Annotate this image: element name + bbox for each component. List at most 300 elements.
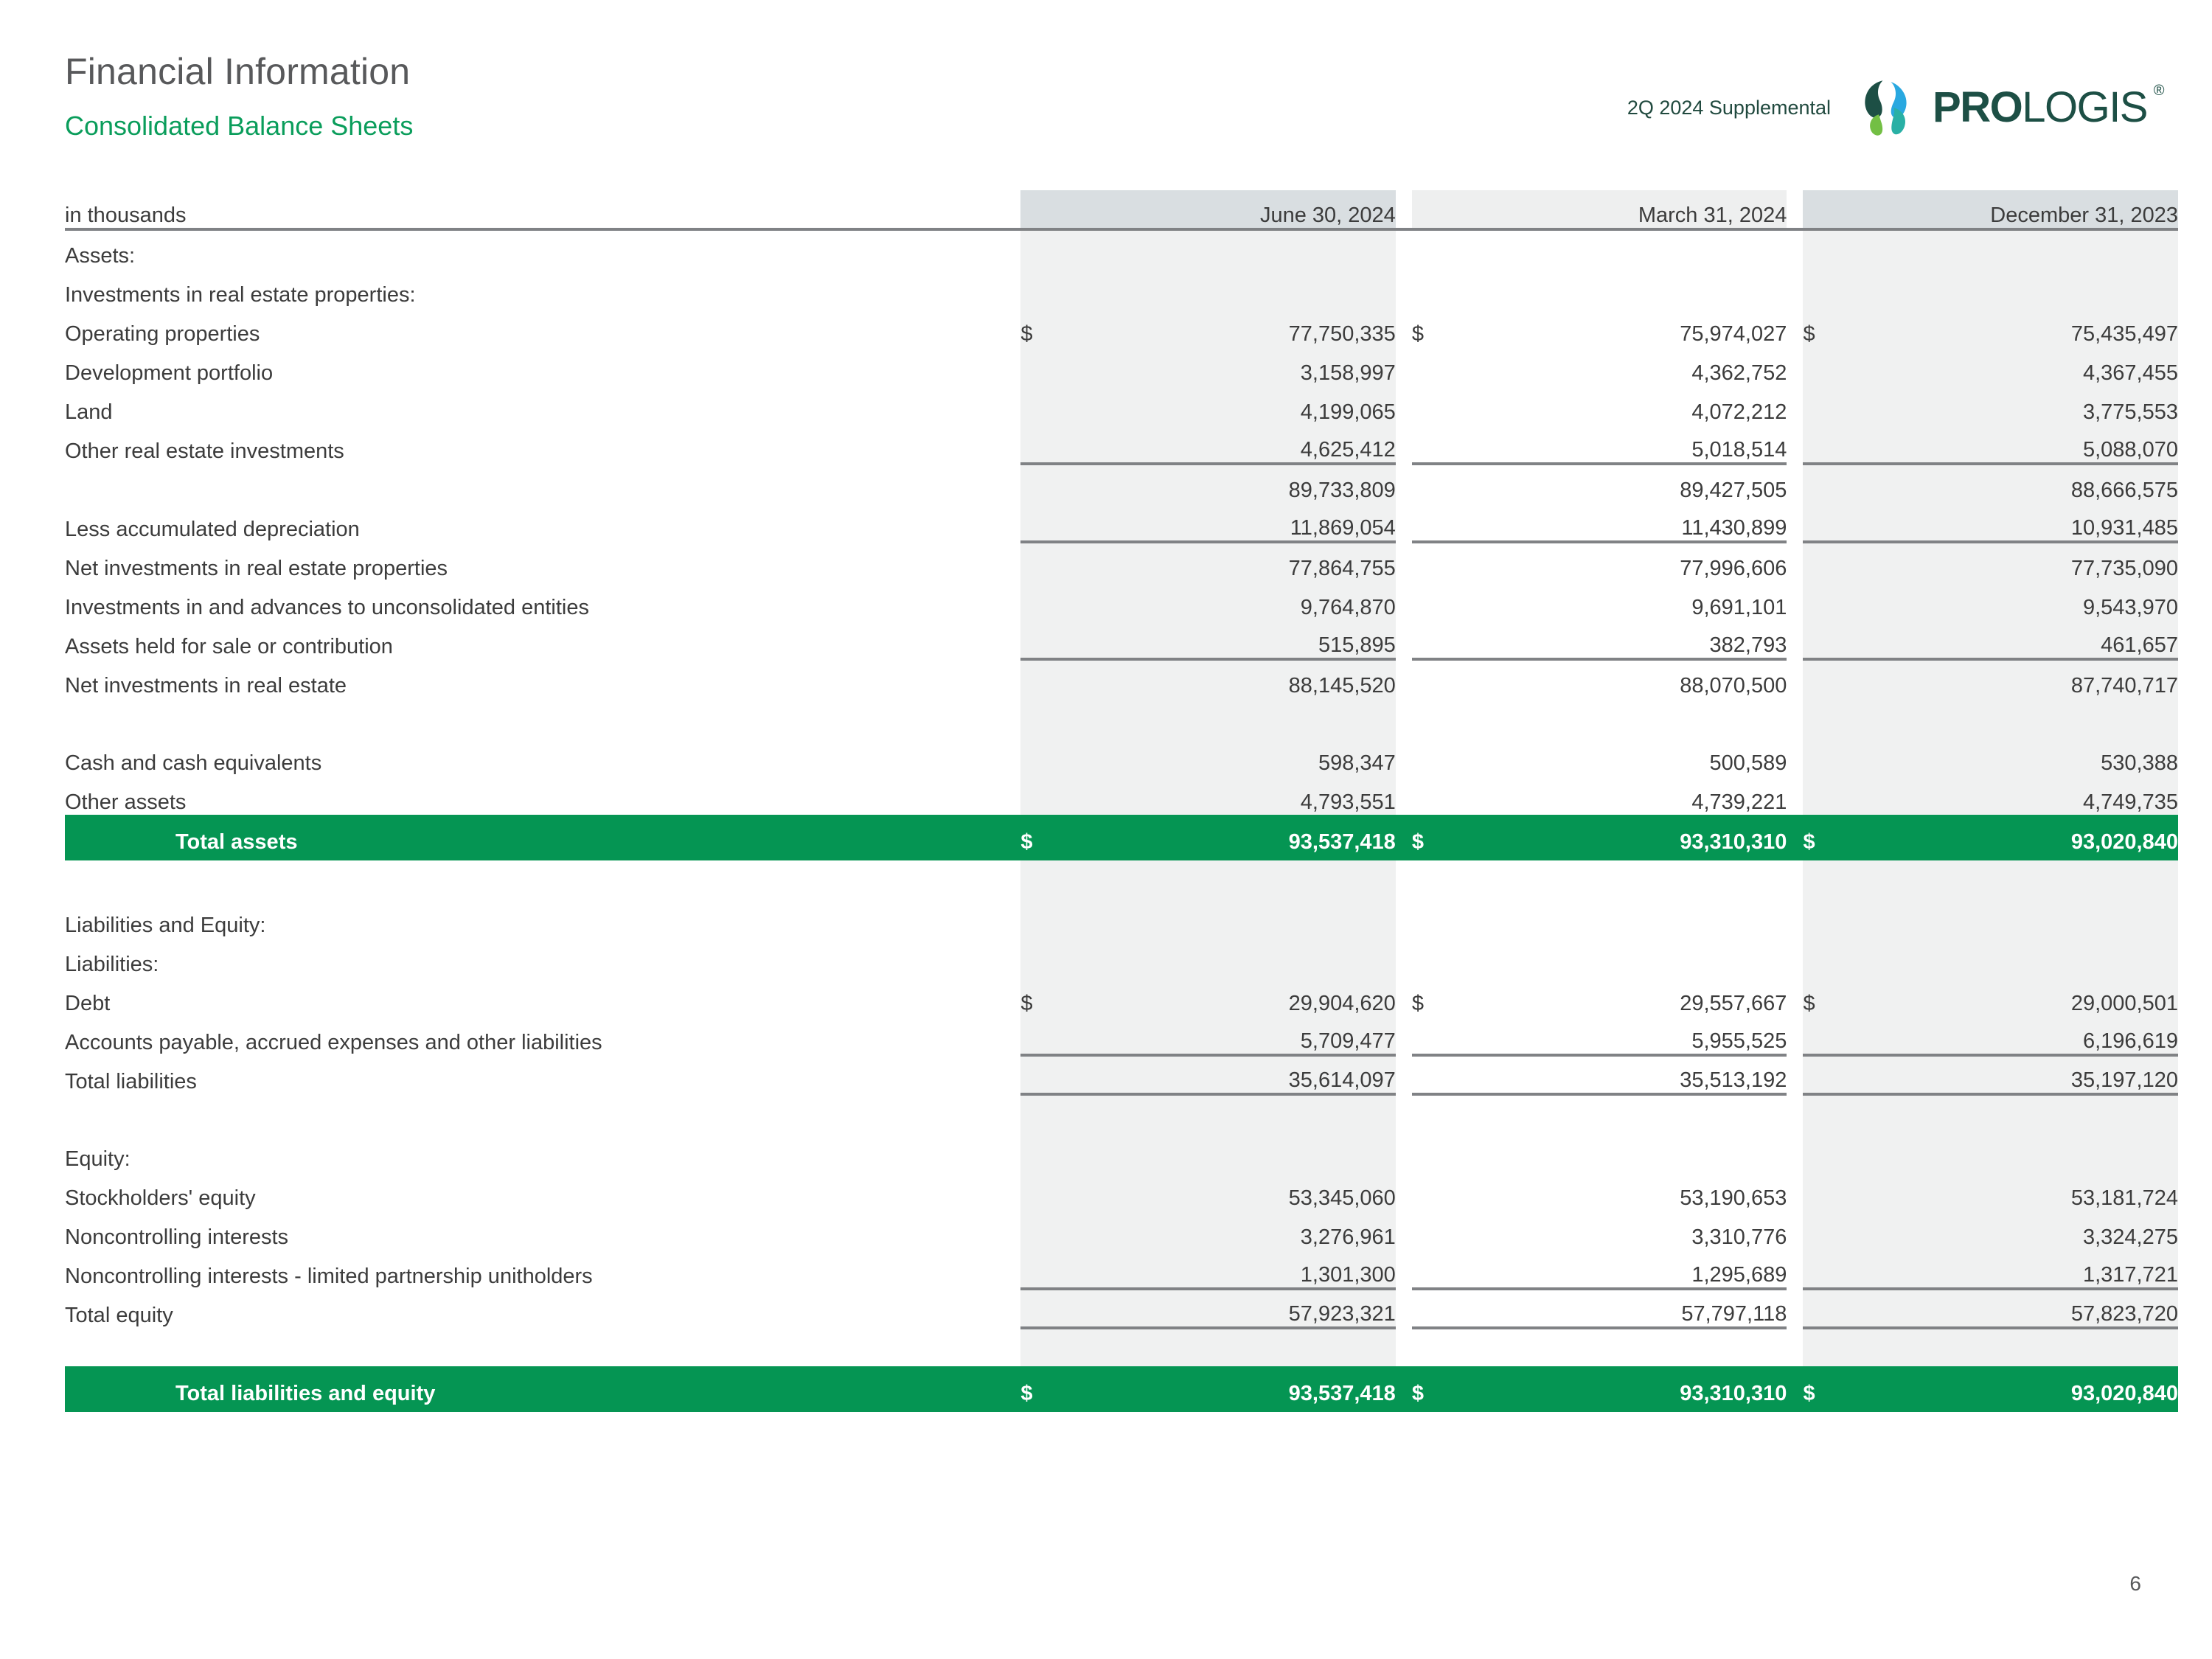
currency-symbol-cell [1803, 659, 1866, 698]
value-cell [1867, 938, 2178, 977]
table-row [65, 620, 2178, 659]
value-cell [1867, 1133, 2178, 1172]
column-gap [1396, 1289, 1412, 1328]
spacer-value-cell [1085, 1094, 1396, 1133]
column-gap [1787, 815, 1803, 860]
value-cell: 11,869,054 [1085, 503, 1396, 542]
table-row [65, 1289, 2178, 1328]
table-row [65, 1172, 2178, 1211]
currency-symbol-cell [1020, 1172, 1084, 1211]
currency-symbol-cell: $ [1412, 815, 1475, 860]
column-gap [1396, 1172, 1412, 1211]
column-gap [1396, 899, 1412, 938]
column-gap [1787, 542, 1803, 581]
column-gap [1396, 542, 1412, 581]
units-label: in thousands [65, 190, 1020, 229]
column-gap [1787, 1250, 1803, 1289]
value-cell: 1,295,689 [1475, 1250, 1787, 1289]
column-gap [1787, 464, 1803, 503]
value-cell: 53,345,060 [1085, 1172, 1396, 1211]
prologis-logo [1853, 74, 2163, 142]
column-gap [1787, 503, 1803, 542]
header-spacer-c2 [1412, 190, 1475, 229]
row-label: Total liabilities and equity [65, 1366, 1020, 1412]
column-gap [1787, 1211, 1803, 1250]
value-cell: 93,020,840 [1867, 815, 2178, 860]
column-gap [1787, 1366, 1803, 1412]
row-label: Net investments in real estate properties [65, 557, 448, 580]
currency-symbol-cell [1412, 464, 1475, 503]
table-row [65, 464, 2178, 503]
column-gap [1396, 229, 1412, 268]
spacer-currency-cell [1803, 860, 1866, 899]
currency-symbol-cell [1412, 1250, 1475, 1289]
column-gap [1396, 1016, 1412, 1055]
table-spacer-row [65, 698, 2178, 737]
supplemental-label: 2Q 2024 Supplemental [1627, 96, 1832, 119]
currency-symbol-cell [1020, 1250, 1084, 1289]
spacer-currency-cell [1020, 698, 1084, 737]
value-cell [1475, 229, 1787, 268]
table-row [65, 425, 2178, 464]
row-label: Noncontrolling interests - limited partnership unitholders [65, 1265, 593, 1288]
value-cell: 11,430,899 [1475, 503, 1787, 542]
value-cell: 3,276,961 [1085, 1211, 1396, 1250]
table-row [65, 581, 2178, 620]
value-cell: 3,324,275 [1867, 1211, 2178, 1250]
row-label: Development portfolio [65, 361, 274, 385]
row-label: Total liabilities [65, 1070, 197, 1093]
currency-symbol-cell [1412, 659, 1475, 698]
currency-symbol-cell [1803, 1055, 1866, 1094]
spacer-value-cell [1085, 860, 1396, 899]
table-row [65, 1133, 2178, 1172]
currency-symbol-cell [1020, 1055, 1084, 1094]
spacer-value-cell [1867, 860, 2178, 899]
currency-symbol-cell: $ [1020, 307, 1084, 347]
table-row [65, 229, 2178, 268]
value-cell [1085, 268, 1396, 307]
logo-text-logis: LOGIS [2022, 83, 2147, 131]
currency-symbol-cell [1412, 503, 1475, 542]
value-cell: 4,199,065 [1085, 386, 1396, 425]
currency-symbol-cell [1020, 776, 1084, 815]
page-subtitle: Consolidated Balance Sheets [65, 111, 414, 141]
column-gap [1787, 229, 1803, 268]
value-cell: 4,625,412 [1085, 425, 1396, 464]
currency-symbol-cell: $ [1020, 977, 1084, 1016]
currency-symbol-cell [1412, 899, 1475, 938]
value-cell: 5,018,514 [1475, 425, 1787, 464]
value-cell: 4,072,212 [1475, 386, 1787, 425]
column-gap [1396, 1366, 1412, 1412]
currency-symbol-cell [1020, 464, 1084, 503]
column-gap [1396, 347, 1412, 386]
value-cell: 77,996,606 [1475, 542, 1787, 581]
prologis-leaf-icon [1853, 74, 1921, 142]
column-gap [1396, 581, 1412, 620]
spacer-value-cell [1475, 698, 1787, 737]
currency-symbol-cell [1020, 503, 1084, 542]
page-number: 6 [2129, 1572, 2141, 1595]
spacer-currency-cell [1020, 1328, 1084, 1366]
value-cell: 4,739,221 [1475, 776, 1787, 815]
row-label: Operating properties [65, 322, 260, 346]
currency-symbol-cell [1412, 620, 1475, 659]
row-label: Total assets [65, 815, 1020, 860]
currency-symbol-cell [1803, 1016, 1866, 1055]
currency-symbol-cell [1803, 268, 1866, 307]
table-row [65, 386, 2178, 425]
currency-symbol-cell [1803, 581, 1866, 620]
column-gap [1396, 386, 1412, 425]
value-cell: 500,589 [1475, 737, 1787, 776]
currency-symbol-cell [1020, 1133, 1084, 1172]
currency-symbol-cell [1803, 938, 1866, 977]
column-gap [1787, 899, 1803, 938]
column-header-2: December 31, 2023 [1867, 190, 2178, 229]
currency-symbol-cell [1020, 659, 1084, 698]
spacer-currency-cell [1803, 698, 1866, 737]
currency-symbol-cell [1803, 899, 1866, 938]
page-title: Financial Information [65, 51, 411, 92]
currency-symbol-cell [1803, 1250, 1866, 1289]
header-right-group [1627, 74, 2163, 142]
column-gap [1396, 1328, 1412, 1366]
spacer-value-cell [1475, 860, 1787, 899]
column-gap [1787, 1016, 1803, 1055]
currency-symbol-cell [1412, 268, 1475, 307]
spacer-currency-cell [1412, 860, 1475, 899]
value-cell: 4,362,752 [1475, 347, 1787, 386]
page-header [65, 37, 2163, 141]
currency-symbol-cell [1803, 1172, 1866, 1211]
value-cell: 77,735,090 [1867, 542, 2178, 581]
row-label: Land [65, 400, 113, 424]
currency-symbol-cell [1412, 1016, 1475, 1055]
row-label: Less accumulated depreciation [65, 518, 360, 541]
currency-symbol-cell [1412, 1289, 1475, 1328]
row-label: Assets: [65, 244, 136, 268]
spacer-value-cell [1085, 1328, 1396, 1366]
currency-symbol-cell [1803, 776, 1866, 815]
currency-symbol-cell: $ [1020, 1366, 1084, 1412]
column-gap [1787, 659, 1803, 698]
currency-symbol-cell [1803, 386, 1866, 425]
table-row [65, 776, 2178, 815]
column-gap [1396, 464, 1412, 503]
spacer-currency-cell [1412, 1328, 1475, 1366]
value-cell: 35,614,097 [1085, 1055, 1396, 1094]
column-gap [1396, 1133, 1412, 1172]
value-cell: 57,797,118 [1475, 1289, 1787, 1328]
value-cell: 93,020,840 [1867, 1366, 2178, 1412]
value-cell [1085, 938, 1396, 977]
currency-symbol-cell [1412, 542, 1475, 581]
value-cell: 89,733,809 [1085, 464, 1396, 503]
row-label: Accounts payable, accrued expenses and other liabilities [65, 1031, 602, 1054]
header-spacer-c1 [1020, 190, 1084, 229]
currency-symbol-cell [1020, 899, 1084, 938]
value-cell: 53,190,653 [1475, 1172, 1787, 1211]
row-label: Assets held for sale or contribution [65, 635, 393, 658]
row-label: Stockholders' equity [65, 1186, 256, 1210]
table-row [65, 307, 2178, 347]
currency-symbol-cell [1020, 229, 1084, 268]
column-gap [1787, 1094, 1803, 1133]
currency-symbol-cell [1803, 464, 1866, 503]
column-gap [1396, 698, 1412, 737]
value-cell: 57,923,321 [1085, 1289, 1396, 1328]
value-cell: 4,793,551 [1085, 776, 1396, 815]
value-cell: 9,764,870 [1085, 581, 1396, 620]
column-header-1: March 31, 2024 [1475, 190, 1787, 229]
column-gap [1396, 938, 1412, 977]
column-gap [1396, 425, 1412, 464]
currency-symbol-cell [1412, 229, 1475, 268]
value-cell: 75,974,027 [1475, 307, 1787, 347]
header-gap-2 [1787, 190, 1803, 229]
row-label: Investments in and advances to unconsolidated entities [65, 596, 589, 619]
column-gap [1787, 938, 1803, 977]
spacer-value-cell [1867, 1094, 2178, 1133]
spacer-currency-cell [1412, 698, 1475, 737]
row-label: Equity: [65, 1147, 131, 1171]
column-gap [1787, 1328, 1803, 1366]
column-gap [1396, 1055, 1412, 1094]
logo-text-pro: PRO [1933, 83, 2023, 131]
value-cell: 57,823,720 [1867, 1289, 2178, 1328]
column-gap [1396, 776, 1412, 815]
currency-symbol-cell [1020, 581, 1084, 620]
column-gap [1396, 737, 1412, 776]
table-row [65, 899, 2178, 938]
value-cell: 29,904,620 [1085, 977, 1396, 1016]
spacer-currency-cell [1412, 1094, 1475, 1133]
row-label: Investments in real estate properties: [65, 283, 416, 307]
row-label: Liabilities and Equity: [65, 914, 266, 937]
currency-symbol-cell [1020, 268, 1084, 307]
value-cell: 3,775,553 [1867, 386, 2178, 425]
value-cell: 53,181,724 [1867, 1172, 2178, 1211]
currency-symbol-cell [1412, 581, 1475, 620]
value-cell: 5,955,525 [1475, 1016, 1787, 1055]
balance-sheet-table [65, 190, 2178, 1412]
value-cell: 35,513,192 [1475, 1055, 1787, 1094]
currency-symbol-cell [1412, 1133, 1475, 1172]
value-cell: 93,537,418 [1085, 815, 1396, 860]
table-row [65, 659, 2178, 698]
value-cell: 29,557,667 [1475, 977, 1787, 1016]
currency-symbol-cell [1412, 776, 1475, 815]
table-total-row [65, 815, 2178, 860]
value-cell [1475, 938, 1787, 977]
value-cell: 382,793 [1475, 620, 1787, 659]
currency-symbol-cell [1803, 542, 1866, 581]
value-cell [1475, 899, 1787, 938]
value-cell: 461,657 [1867, 620, 2178, 659]
column-gap [1787, 698, 1803, 737]
currency-symbol-cell: $ [1803, 307, 1866, 347]
value-cell: 4,749,735 [1867, 776, 2178, 815]
value-cell: 10,931,485 [1867, 503, 2178, 542]
table-row [65, 977, 2178, 1016]
value-cell: 93,310,310 [1475, 815, 1787, 860]
currency-symbol-cell [1020, 620, 1084, 659]
currency-symbol-cell [1412, 1211, 1475, 1250]
column-gap [1787, 737, 1803, 776]
spacer-value-cell [1867, 698, 2178, 737]
table-row [65, 1211, 2178, 1250]
currency-symbol-cell [1803, 737, 1866, 776]
currency-symbol-cell [1020, 1211, 1084, 1250]
value-cell [1085, 1133, 1396, 1172]
currency-symbol-cell [1412, 347, 1475, 386]
spacer-label-cell [65, 1094, 1020, 1133]
column-gap [1396, 977, 1412, 1016]
currency-symbol-cell [1020, 386, 1084, 425]
header-gap-1 [1396, 190, 1412, 229]
column-gap [1396, 503, 1412, 542]
currency-symbol-cell [1803, 1133, 1866, 1172]
spacer-currency-cell [1020, 860, 1084, 899]
column-gap [1787, 1133, 1803, 1172]
currency-symbol-cell [1803, 503, 1866, 542]
value-cell: 5,709,477 [1085, 1016, 1396, 1055]
currency-symbol-cell [1020, 542, 1084, 581]
column-gap [1787, 1055, 1803, 1094]
spacer-value-cell [1475, 1094, 1787, 1133]
row-label [65, 464, 1020, 503]
row-label: Other assets [65, 790, 187, 814]
value-cell: 29,000,501 [1867, 977, 2178, 1016]
value-cell: 9,691,101 [1475, 581, 1787, 620]
column-gap [1787, 1172, 1803, 1211]
value-cell [1085, 899, 1396, 938]
table-spacer-row [65, 1094, 2178, 1133]
table-row [65, 503, 2178, 542]
currency-symbol-cell: $ [1803, 977, 1866, 1016]
value-cell [1475, 268, 1787, 307]
value-cell [1475, 1133, 1787, 1172]
value-cell: 88,145,520 [1085, 659, 1396, 698]
currency-symbol-cell [1412, 1055, 1475, 1094]
table-row [65, 1250, 2178, 1289]
column-gap [1396, 307, 1412, 347]
table-row [65, 542, 2178, 581]
column-gap [1787, 307, 1803, 347]
row-label: Liabilities: [65, 953, 159, 976]
column-gap [1787, 977, 1803, 1016]
currency-symbol-cell [1412, 1172, 1475, 1211]
column-gap [1787, 268, 1803, 307]
currency-symbol-cell [1412, 386, 1475, 425]
value-cell: 75,435,497 [1867, 307, 2178, 347]
spacer-value-cell [1867, 1328, 2178, 1366]
currency-symbol-cell [1803, 1211, 1866, 1250]
column-gap [1787, 1289, 1803, 1328]
currency-symbol-cell [1412, 938, 1475, 977]
spacer-label-cell [65, 698, 1020, 737]
currency-symbol-cell: $ [1803, 815, 1866, 860]
column-gap [1396, 815, 1412, 860]
spacer-value-cell [1085, 698, 1396, 737]
value-cell: 530,388 [1867, 737, 2178, 776]
row-label: Net investments in real estate [65, 674, 347, 698]
spacer-label-cell [65, 1328, 1020, 1366]
currency-symbol-cell [1020, 425, 1084, 464]
column-gap [1396, 860, 1412, 899]
column-gap [1787, 386, 1803, 425]
currency-symbol-cell [1803, 425, 1866, 464]
spacer-value-cell [1475, 1328, 1787, 1366]
currency-symbol-cell: $ [1412, 977, 1475, 1016]
value-cell: 515,895 [1085, 620, 1396, 659]
spacer-currency-cell [1020, 1094, 1084, 1133]
column-gap [1396, 1211, 1412, 1250]
currency-symbol-cell [1803, 620, 1866, 659]
value-cell: 3,158,997 [1085, 347, 1396, 386]
currency-symbol-cell [1020, 737, 1084, 776]
currency-symbol-cell [1803, 229, 1866, 268]
value-cell: 77,750,335 [1085, 307, 1396, 347]
table-row [65, 938, 2178, 977]
value-cell: 5,088,070 [1867, 425, 2178, 464]
registered-mark-icon: ® [2153, 83, 2163, 99]
column-gap [1787, 581, 1803, 620]
row-label: Other real estate investments [65, 439, 344, 463]
value-cell: 89,427,505 [1475, 464, 1787, 503]
row-label: Debt [65, 992, 111, 1015]
value-cell [1867, 899, 2178, 938]
table-row [65, 268, 2178, 307]
column-header-0: June 30, 2024 [1085, 190, 1396, 229]
value-cell: 1,317,721 [1867, 1250, 2178, 1289]
table-header-row [65, 190, 2178, 229]
value-cell [1867, 268, 2178, 307]
currency-symbol-cell [1803, 1289, 1866, 1328]
currency-symbol-cell: $ [1412, 307, 1475, 347]
value-cell: 77,864,755 [1085, 542, 1396, 581]
column-gap [1787, 776, 1803, 815]
column-gap [1787, 425, 1803, 464]
column-gap [1396, 268, 1412, 307]
column-gap [1396, 659, 1412, 698]
row-label: Cash and cash equivalents [65, 751, 322, 775]
value-cell: 6,196,619 [1867, 1016, 2178, 1055]
row-label: Noncontrolling interests [65, 1225, 289, 1249]
currency-symbol-cell: $ [1020, 815, 1084, 860]
value-cell: 4,367,455 [1867, 347, 2178, 386]
value-cell: 598,347 [1085, 737, 1396, 776]
value-cell: 88,666,575 [1867, 464, 2178, 503]
value-cell: 9,543,970 [1867, 581, 2178, 620]
table-row [65, 347, 2178, 386]
table-body [65, 229, 2178, 1412]
value-cell [1867, 229, 2178, 268]
table-head [65, 190, 2178, 229]
currency-symbol-cell: $ [1803, 1366, 1866, 1412]
prologis-wordmark [1933, 83, 2163, 131]
currency-symbol-cell [1020, 938, 1084, 977]
value-cell: 35,197,120 [1867, 1055, 2178, 1094]
currency-symbol-cell [1803, 347, 1866, 386]
value-cell [1085, 229, 1396, 268]
currency-symbol-cell [1412, 425, 1475, 464]
currency-symbol-cell [1020, 1016, 1084, 1055]
spacer-label-cell [65, 860, 1020, 899]
value-cell: 87,740,717 [1867, 659, 2178, 698]
